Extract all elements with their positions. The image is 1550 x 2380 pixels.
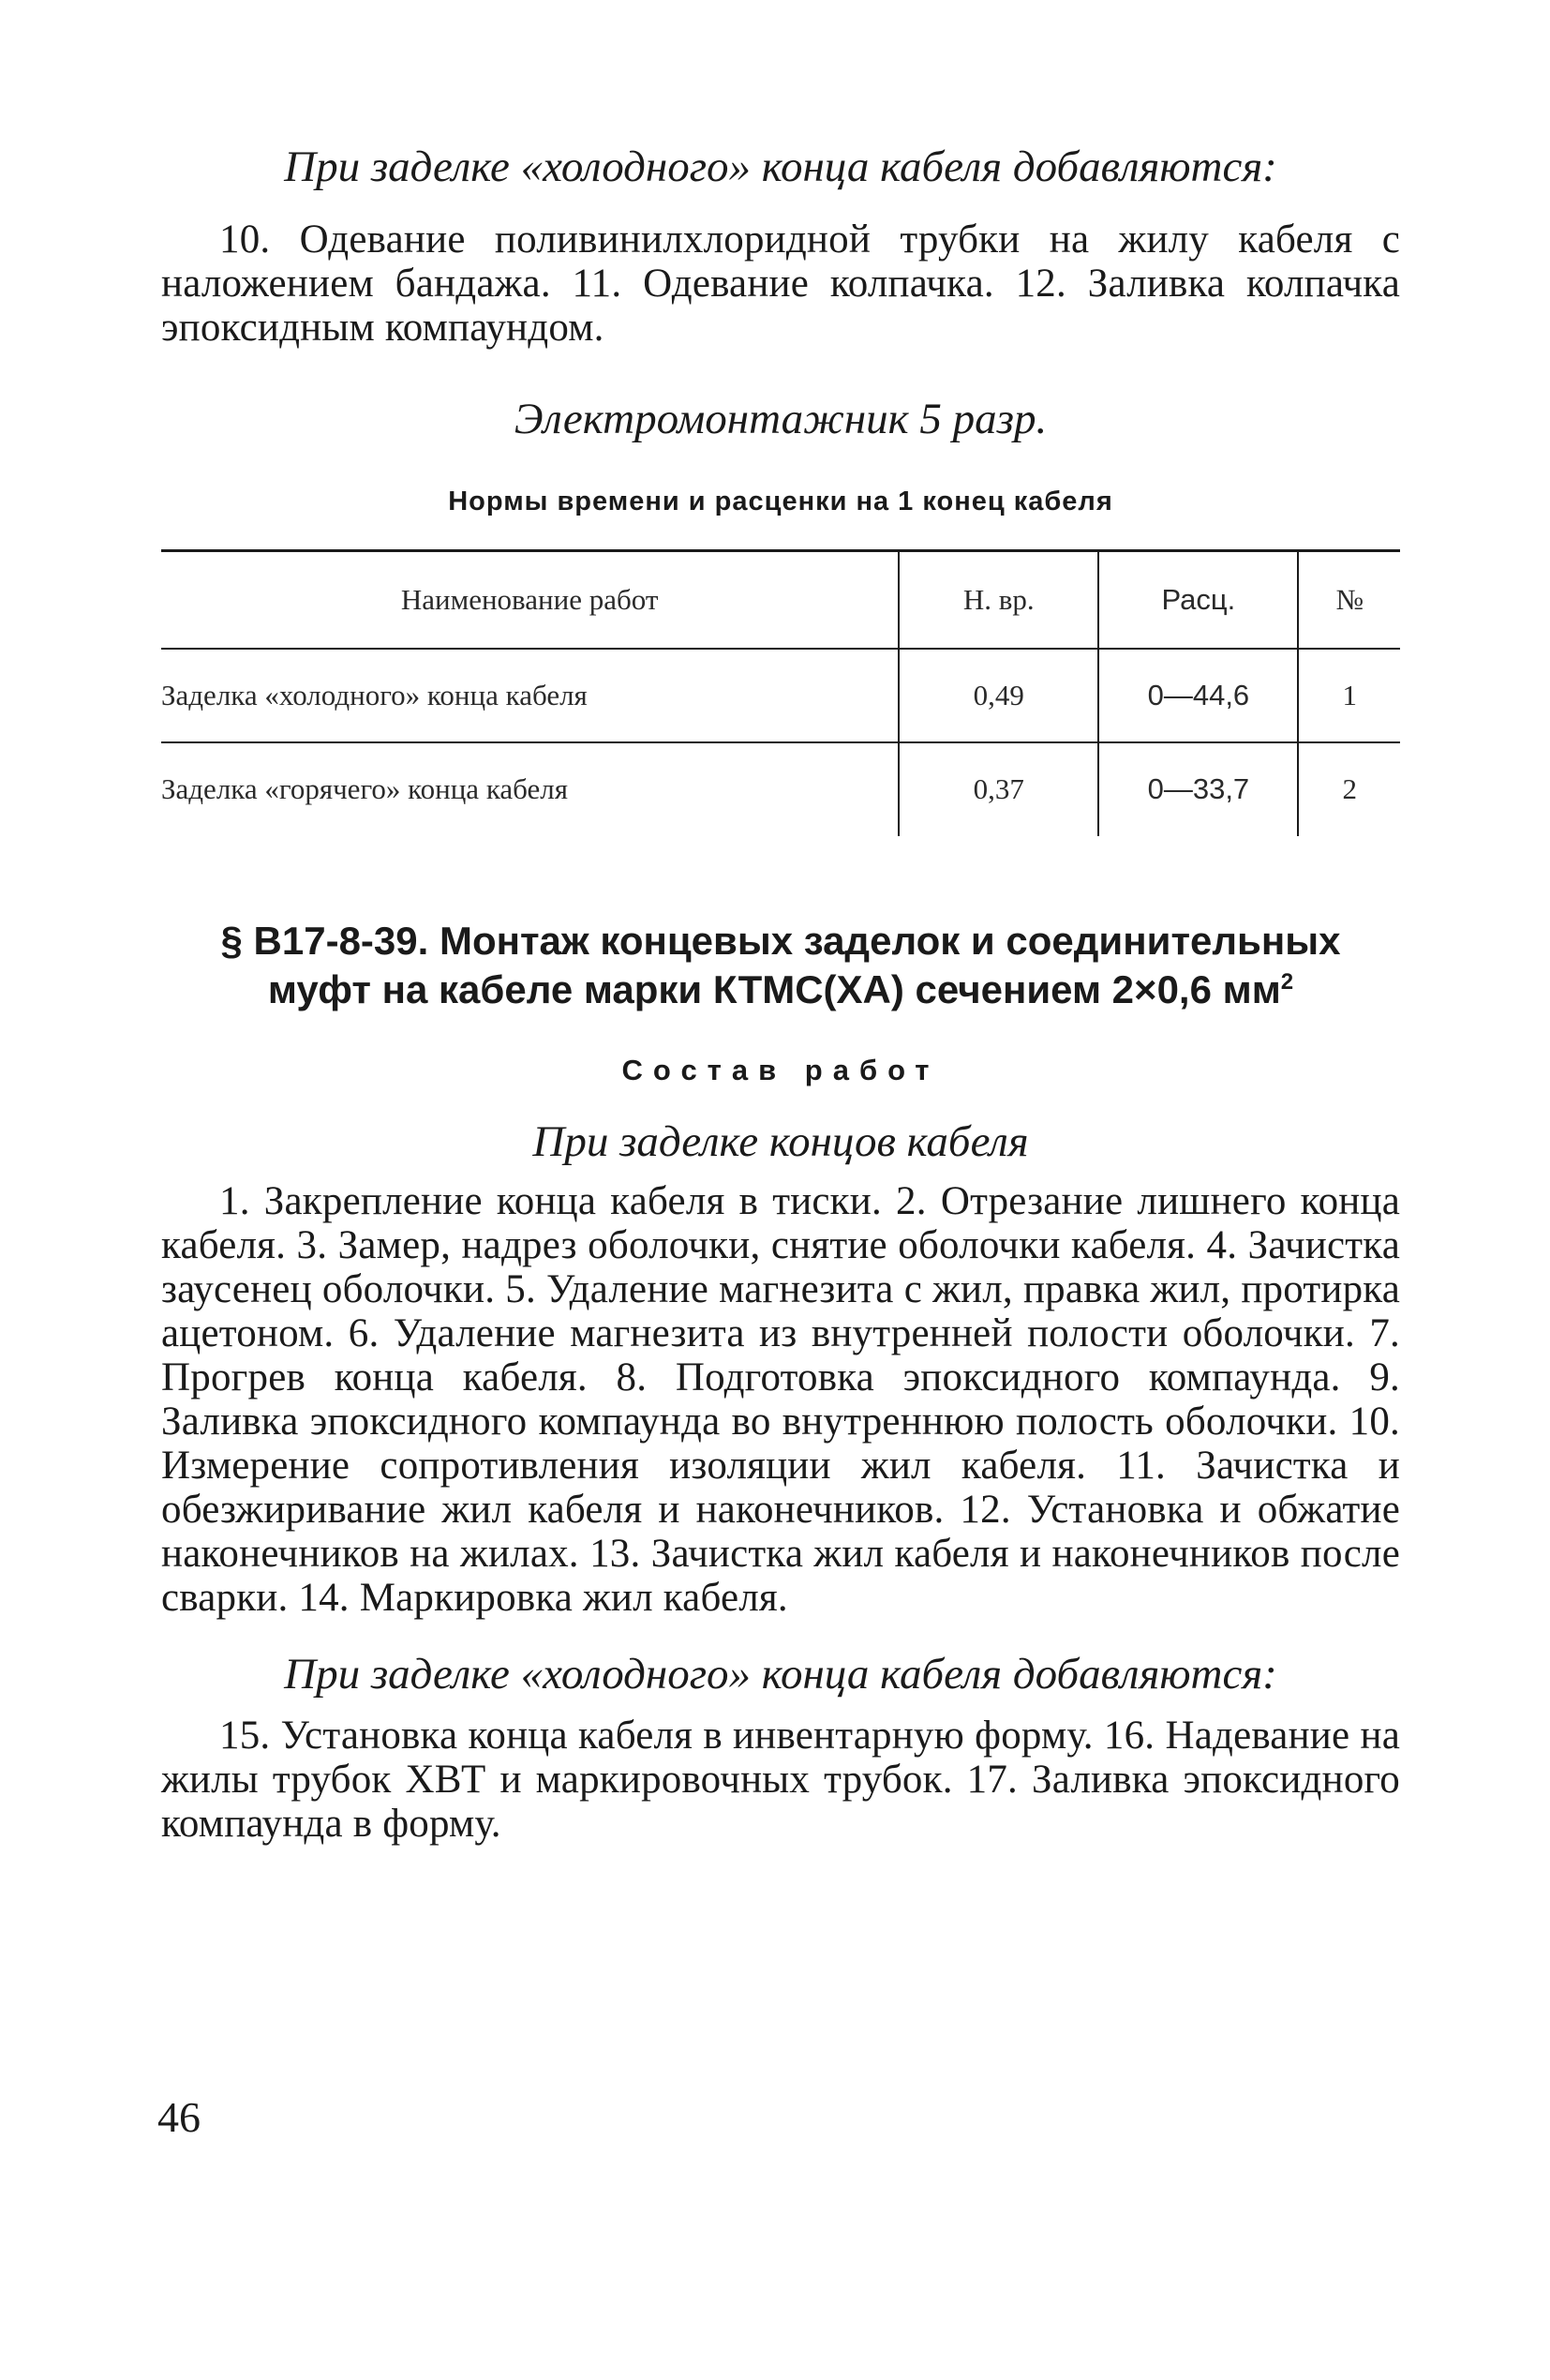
row-work-name: Заделка «холодного» конца кабеля — [161, 649, 899, 742]
cold-end-heading: При заделке «холодного» конца кабеля добавляются: — [284, 142, 1277, 191]
cold-end-heading-2: При заделке «холодного» конца кабеля добавляются: — [284, 1649, 1277, 1699]
table-caption: Нормы времени и расценки на 1 конец кабеля — [448, 486, 1113, 516]
table-row — [161, 742, 1400, 836]
document-page — [161, 141, 1400, 1846]
table-row — [161, 649, 1400, 742]
row-price: 0—33,7 — [1098, 742, 1298, 836]
header-number: № — [1298, 551, 1400, 649]
norms-table — [161, 549, 1400, 836]
row-price: 0—44,6 — [1098, 649, 1298, 742]
cold-end-text: 10. Одевание поливинилхлоридной трубки на жилу кабеля с наложением бандажа. 11. Одевание колпачка. 12. Заливка колпачка эпоксидным компаундом. — [161, 217, 1400, 350]
section-title-superscript: 2 — [1280, 968, 1294, 995]
composition-heading: Состав работ — [621, 1053, 940, 1086]
row-time-norm: 0,37 — [899, 742, 1098, 836]
row-time-norm: 0,49 — [899, 649, 1098, 742]
header-time-norm: Н. вр. — [899, 551, 1098, 649]
row-work-name: Заделка «горячего» конца кабеля — [161, 772, 569, 805]
section-title-line-2: муфт на кабеле марки КТМС(ХА) сечением 2×0,6 $мм^2$ — [267, 966, 1294, 1011]
page-number: 46 — [157, 2093, 201, 2141]
ends-text: 1. Закрепление конца кабеля в тиски. 2. Отрезание лишнего конца кабеля. 3. Замер, надрез оболочки, снятие оболочки кабеля. 4. Зачистка заусенец оболочки. 5. Удаление магнезита с жил, правка жил, протирка ацетоном. 6. Удаление магнезита из внутренней полости оболочки. 7. Прогрев конца кабеля. 8. Подготовка эпоксидного компаунда. 9. Заливка эпоксидного компаунда во внутреннюю полость оболочки. 10. Измерение сопротивления изоляции жил кабеля. 11. Зачистка и обезжиривание жил кабеля и наконечников. 12. Установка и обжатие наконечников на жилах. 13. Зачистка жил кабеля и наконечников после сварки. 14. Маркировка жил кабеля. — [161, 1178, 1400, 1620]
section-title-line-1: § В17-8-39. Монтаж концевых заделок и соединительных — [220, 918, 1341, 963]
table-header-row — [161, 551, 1400, 649]
section-title — [161, 918, 1400, 1011]
row-number: 1 — [1298, 649, 1400, 742]
cold-end-text-2: 15. Установка конца кабеля в инвентарную форму. 16. Надевание на жилы трубок ХВТ и маркировочных трубок. 17. Заливка эпоксидного компаунда в форму. — [161, 1713, 1400, 1846]
header-work-name: Наименование работ — [161, 551, 899, 649]
ends-heading: При заделке концов кабеля — [532, 1116, 1029, 1166]
row-number: 2 — [1298, 742, 1400, 836]
worker-grade: Электромонтажник 5 разр. — [514, 395, 1048, 443]
header-price: Расц. — [1098, 551, 1298, 649]
